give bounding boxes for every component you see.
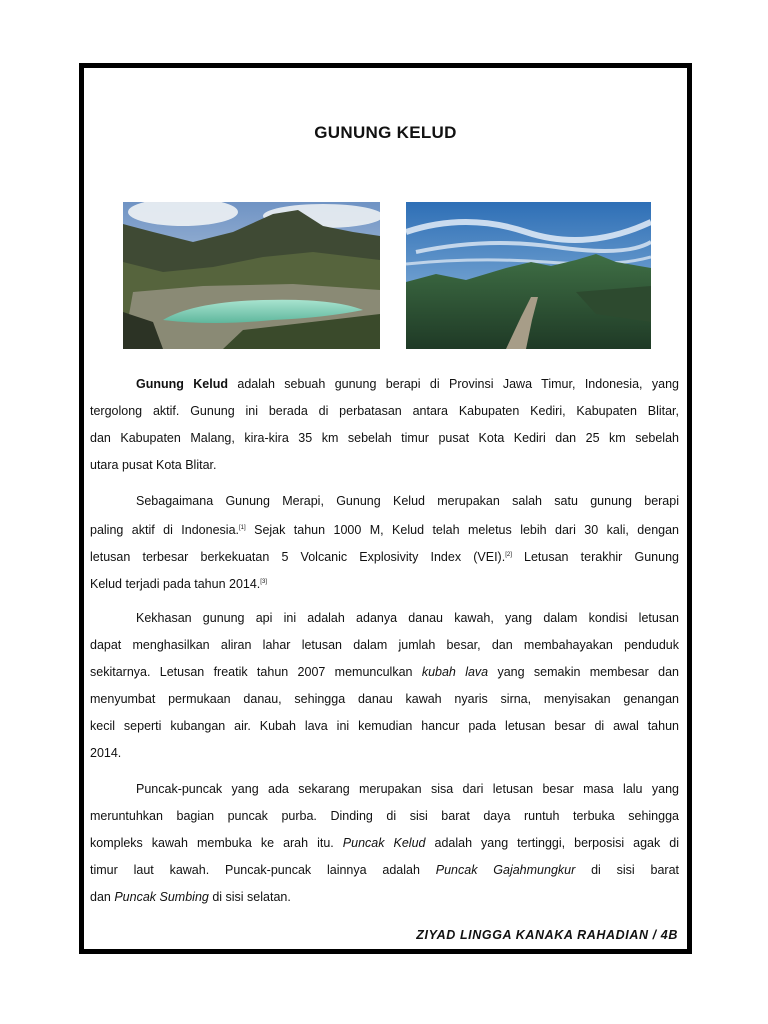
paragraph-2: Sebagaimana Gunung Merapi, Gunung Kelud merupakan salah satu gunung berapi paling aktif di Indonesia.[1] Sejak tahun 1000 M, Kelud telah meletus lebih dari 30 kali, dengan letusan terbesar berkekuatan 5 Volcanic Explosivity Index (VEI).[2] Letusan terakhir Gunung Kelud terjadi pada tahun 2014.[3] — [90, 494, 680, 591]
document-page — [79, 63, 692, 954]
citation-2[interactable]: [2] — [505, 552, 512, 558]
mountain-peak-photo — [406, 202, 651, 349]
crater-lake-photo — [123, 202, 380, 349]
paragraph-4: Puncak-puncak yang ada sekarang merupakan sisa dari letusan besar masa lalu yang meruntuhkan bagian puncak purba. Dinding di sisi barat daya runtuh terbuka sehingga kompleks kawah membuka ke arah itu. Puncak Kelud adalah yang tertinggi, berposisi agak di timur laut kawah. Puncak-puncak lainnya adalah Puncak Gajahmungkur di sisi barat dan Puncak Sumbing di sisi selatan. — [90, 782, 680, 904]
page-title: GUNUNG KELUD — [314, 123, 457, 142]
bold-term: Gunung Kelud — [136, 377, 229, 391]
paragraph-3: Kekhasan gunung api ini adalah adanya danau kawah, yang dalam kondisi letusan dapat menghasilkan aliran lahar letusan dalam jumlah besar, dan membahayakan penduduk sekitarnya. Letusan freatik tahun 2007 memunculkan kubah lava yang semakin membesar dan menyumbat permukaan danau, sehingga danau kawah nyaris sirna, menyisakan genangan kecil seperti kubangan air. Kubah lava ini kemudian hancur pada letusan besar di awal tahun 2014. — [90, 611, 679, 760]
italic-term: Puncak Kelud — [342, 836, 426, 850]
article-body — [90, 371, 679, 920]
citation-3[interactable]: [3] — [260, 579, 267, 585]
citation-1[interactable]: [1] — [239, 525, 246, 531]
paragraph-1: Gunung Kelud adalah sebuah gunung berapi di Provinsi Jawa Timur, Indonesia, yang tergolong aktif. Gunung ini berada di perbatasan antara Kabupaten Kediri, Kabupaten Blitar, dan Kabupaten Malang, kira-kira 35 km sebelah timur pusat Kota Kediri dan 25 km sebelah utara pusat Kota Blitar. — [90, 377, 679, 472]
italic-term: kubah lava — [421, 665, 489, 679]
italic-term: Puncak Sumbing — [114, 890, 209, 904]
author-footer: ZIYAD LINGGA KANAKA RAHADIAN / 4B — [416, 928, 678, 942]
italic-term: Puncak Gajahmungkur — [435, 863, 576, 877]
